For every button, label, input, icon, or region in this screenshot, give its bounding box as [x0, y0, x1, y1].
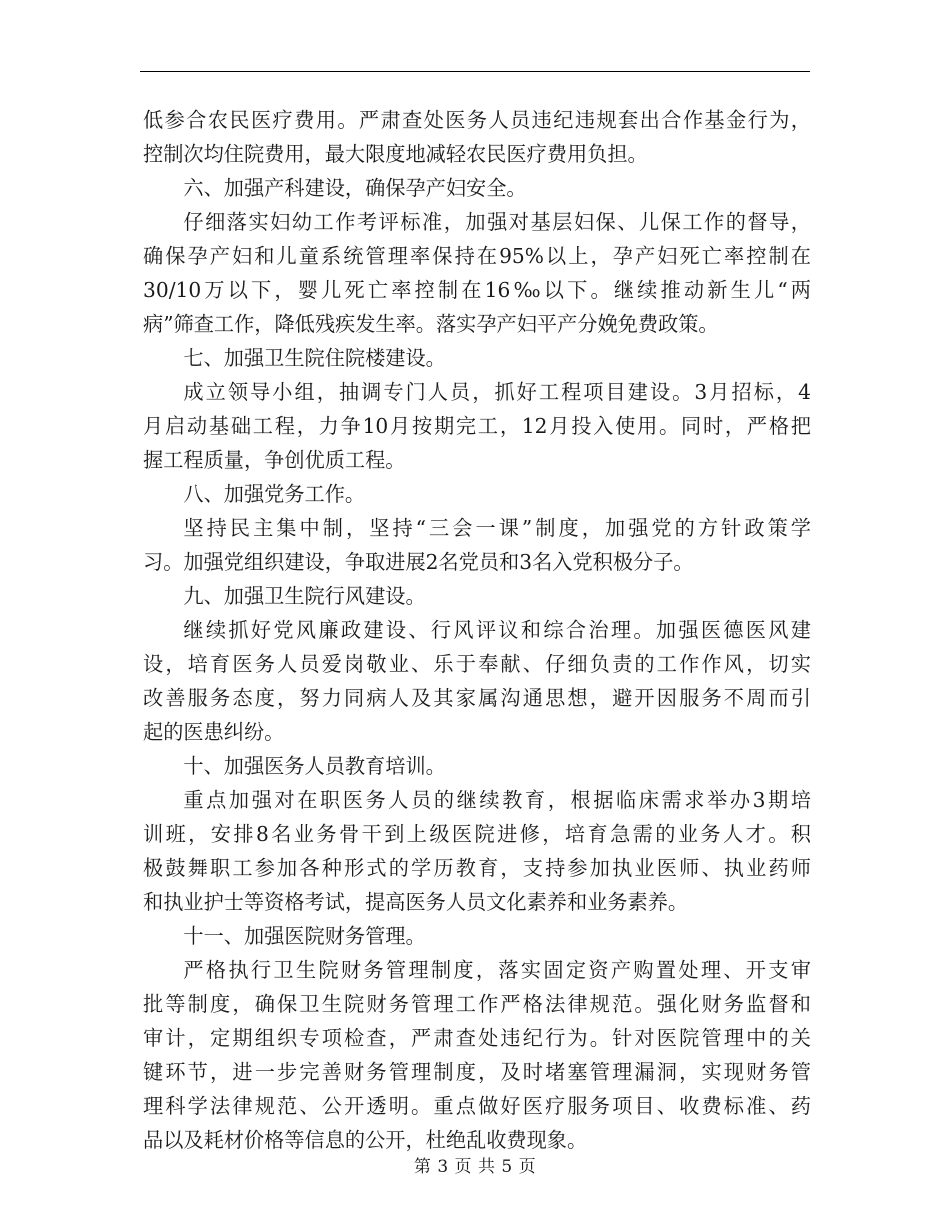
- text-line: 理科学法律规范、公开透明。重点做好医疗服务项目、收费标准、药: [143, 1094, 811, 1118]
- text-line: 九、加强卫生院行风建设。: [183, 584, 426, 608]
- text-line: 继续抓好党风廉政建设、行风评议和综合治理。加强医德医风建: [183, 618, 811, 642]
- text-line: 重点加强对在职医务人员的继续教育，根据临床需求举办3期培: [183, 788, 811, 812]
- body-text: [143, 103, 811, 1157]
- text-line: 坚持民主集中制，坚持“三会一课”制度，加强党的方针政策学: [183, 516, 811, 540]
- text-line: 改善服务态度，努力同病人及其家属沟通思想，避开因服务不周而引: [143, 686, 811, 710]
- text-line: 十一、加强医院财务管理。: [183, 924, 426, 948]
- text-line: 品以及耗材价格等信息的公开，杜绝乱收费现象。: [143, 1128, 588, 1152]
- text-line: 握工程质量，争创优质工程。: [143, 448, 406, 472]
- text-line: 起的医患纠纷。: [143, 720, 285, 744]
- text-line: 确保孕产妇和儿童系统管理率保持在95%以上，孕产妇死亡率控制在: [143, 244, 811, 268]
- text-line: 键环节，进一步完善财务管理制度，及时堵塞管理漏洞，实现财务管: [143, 1060, 811, 1084]
- text-line: 批等制度，确保卫生院财务管理工作严格法律规范。强化财务监督和: [143, 992, 811, 1016]
- text-line: 低参合农民医疗费用。严肃查处医务人员违纪违规套出合作基金行为，: [143, 108, 811, 132]
- text-line: 训班，安排8名业务骨干到上级医院进修，培育急需的业务人才。积: [143, 822, 811, 846]
- text-line: 极鼓舞职工参加各种形式的学历教育，支持参加执业医师、执业药师: [143, 856, 811, 880]
- text-line: 病”筛查工作，降低残疾发生率。落实孕产妇平产分娩免费政策。: [143, 312, 719, 336]
- text-line: 设，培育医务人员爱岗敬业、乐于奉献、仔细负责的工作作风，切实: [143, 652, 811, 676]
- text-line: 六、加强产科建设，确保孕产妇安全。: [183, 176, 527, 200]
- text-line: 习。加强党组织建设，争取进展2名党员和3名入党积极分子。: [143, 550, 694, 574]
- text-line: 八、加强党务工作。: [183, 482, 366, 506]
- page-footer: 第 3 页 共 5 页: [413, 1157, 537, 1177]
- text-line: 月启动基础工程，力争10月按期完工，12月投入使用。同时，严格把: [143, 414, 811, 438]
- text-line: 七、加强卫生院住院楼建设。: [183, 346, 446, 370]
- text-line: 仔细落实妇幼工作考评标准，加强对基层妇保、儿保工作的督导，: [183, 210, 811, 234]
- header-rule: [140, 71, 810, 72]
- text-line: 和执业护士等资格考试，提高医务人员文化素养和业务素养。: [143, 890, 689, 914]
- text-line: 30/10万以下，婴儿死亡率控制在16‰以下。继续推动新生儿“两: [143, 278, 811, 302]
- text-line: 严格执行卫生院财务管理制度，落实固定资产购置处理、开支审: [183, 958, 811, 982]
- text-line: 控制次均住院费用，最大限度地减轻农民医疗费用负担。: [143, 142, 648, 166]
- text-line: 审计，定期组织专项检查，严肃查处违纪行为。针对医院管理中的关: [143, 1026, 811, 1050]
- text-line: 十、加强医务人员教育培训。: [183, 754, 446, 778]
- text-line: 成立领导小组，抽调专门人员，抓好工程项目建设。3月招标，4: [183, 380, 811, 404]
